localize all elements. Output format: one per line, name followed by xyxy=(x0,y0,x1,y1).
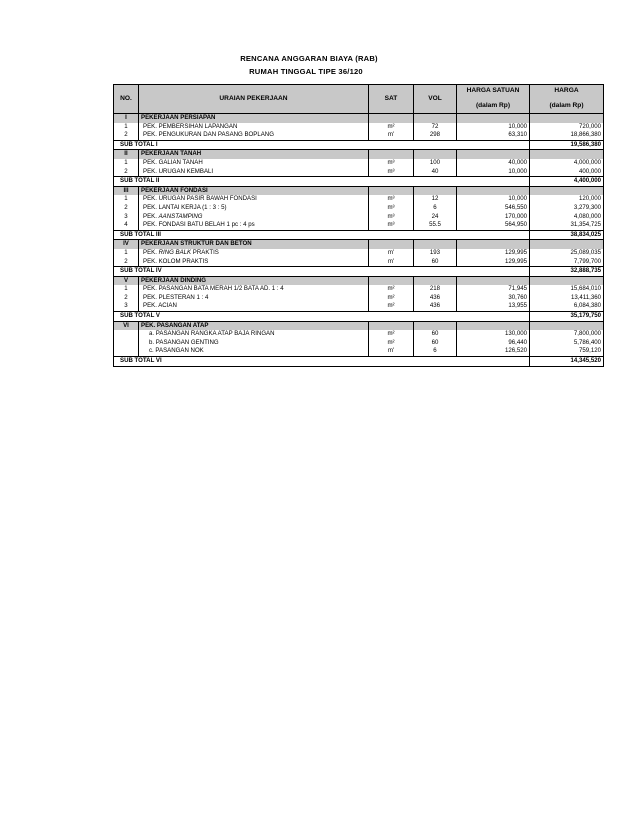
section-empty-cell xyxy=(530,114,604,123)
item-description: PEK. ACIAN xyxy=(139,302,369,311)
item-unit: m² xyxy=(369,285,414,294)
item-unit-price: 63,310 xyxy=(457,131,530,140)
table-row xyxy=(114,168,604,177)
item-price: 13,411,360 xyxy=(530,294,604,303)
item-price: 4,080,000 xyxy=(530,213,604,222)
table-row xyxy=(114,339,604,348)
item-volume: 298 xyxy=(414,131,457,140)
section-empty-cell xyxy=(530,276,604,285)
item-volume: 6 xyxy=(414,347,457,356)
header-harga-satuan-unit: (dalam Rp) xyxy=(475,102,511,109)
item-volume: 60 xyxy=(414,258,457,267)
table-row xyxy=(114,159,604,168)
item-price: 31,354,725 xyxy=(530,221,604,230)
item-unit: m² xyxy=(369,339,414,348)
item-unit: m³ xyxy=(369,159,414,168)
item-volume: 6 xyxy=(414,204,457,213)
item-price: 4,000,000 xyxy=(530,159,604,168)
subtotal-row xyxy=(114,177,604,187)
item-description: PEK. GALIAN TANAH xyxy=(139,159,369,168)
subtotal-value: 38,834,025 xyxy=(530,230,604,240)
item-description xyxy=(139,249,369,258)
table-row xyxy=(114,213,604,222)
subtotal-value: 4,400,000 xyxy=(530,177,604,187)
subtotal-label: SUB TOTAL I xyxy=(114,140,530,150)
section-name: PEKERJAAN DINDING xyxy=(139,276,369,285)
section-row xyxy=(114,276,604,285)
item-description: PEK. PLESTERAN 1 : 4 xyxy=(139,294,369,303)
item-description: PEK. PEMBERSIHAN LAPANGAN xyxy=(139,123,369,132)
subtotal-value: 14,345,520 xyxy=(530,357,604,367)
item-volume: 218 xyxy=(414,285,457,294)
item-description: PEK. URUGAN KEMBALI xyxy=(139,168,369,177)
item-volume: 55.5 xyxy=(414,221,457,230)
item-number: 1 xyxy=(114,159,139,168)
section-empty-cell xyxy=(414,321,457,330)
item-description-italic: AANSTAMPING xyxy=(158,212,203,220)
section-empty-cell xyxy=(369,114,414,123)
item-description: PEK. PENGUKURAN DAN PASANG BOPLANG xyxy=(139,131,369,140)
item-unit-price: 96,440 xyxy=(457,339,530,348)
item-number: 1 xyxy=(114,195,139,204)
section-number: I xyxy=(114,114,139,123)
item-price: 18,866,380 xyxy=(530,131,604,140)
item-unit-price: 10,000 xyxy=(457,195,530,204)
item-unit: m² xyxy=(369,330,414,339)
section-empty-cell xyxy=(457,276,530,285)
item-price: 7,800,000 xyxy=(530,330,604,339)
section-name: PEKERJAAN PERSIAPAN xyxy=(139,114,369,123)
item-volume: 100 xyxy=(414,159,457,168)
item-description-post: PRAKTIS xyxy=(191,248,219,256)
section-row xyxy=(114,186,604,195)
item-price: 759,120 xyxy=(530,347,604,356)
item-volume: 436 xyxy=(414,302,457,311)
section-empty-cell xyxy=(414,150,457,159)
item-number: 2 xyxy=(114,131,139,140)
item-number: 1 xyxy=(114,285,139,294)
table-row xyxy=(114,195,604,204)
table-row xyxy=(114,285,604,294)
item-number: 3 xyxy=(114,213,139,222)
item-number: 2 xyxy=(114,168,139,177)
header-harga-label: HARGA xyxy=(554,87,579,95)
item-unit-price: 40,000 xyxy=(457,159,530,168)
item-unit: m' xyxy=(369,131,414,140)
item-unit: m² xyxy=(369,294,414,303)
section-empty-cell xyxy=(414,240,457,249)
section-number: II xyxy=(114,150,139,159)
table-row xyxy=(114,347,604,356)
item-description: PEK. URUGAN PASIR BAWAH FONDASI xyxy=(139,195,369,204)
section-number: VI xyxy=(114,321,139,330)
item-volume: 60 xyxy=(414,330,457,339)
header-harga-satuan-label: HARGA SATUAN xyxy=(466,87,520,95)
item-description: a. PASANGAN RANGKA ATAP BAJA RINGAN xyxy=(139,330,369,339)
item-description-pre: PEK. xyxy=(143,248,159,256)
section-name: PEKERJAAN TANAH xyxy=(139,150,369,159)
item-unit-price: 129,995 xyxy=(457,258,530,267)
section-row xyxy=(114,240,604,249)
item-unit-price: 129,995 xyxy=(457,249,530,258)
table-row xyxy=(114,131,604,140)
section-empty-cell xyxy=(369,150,414,159)
section-row xyxy=(114,150,604,159)
item-price: 6,084,380 xyxy=(530,302,604,311)
item-number: 2 xyxy=(114,204,139,213)
item-unit: m' xyxy=(369,258,414,267)
item-price: 120,000 xyxy=(530,195,604,204)
item-unit: m³ xyxy=(369,221,414,230)
table-header xyxy=(114,85,604,114)
item-price: 3,279,300 xyxy=(530,204,604,213)
section-empty-cell xyxy=(414,276,457,285)
section-number: III xyxy=(114,186,139,195)
document-subtitle: RUMAH TINGGAL TIPE 36/120 xyxy=(249,67,363,76)
item-description xyxy=(139,213,369,222)
subtotal-row xyxy=(114,267,604,277)
section-row xyxy=(114,114,604,123)
section-empty-cell xyxy=(369,321,414,330)
item-price: 15,684,010 xyxy=(530,285,604,294)
header-harga-satuan xyxy=(457,85,530,114)
document-title: RENCANA ANGGARAN BIAYA (RAB) xyxy=(240,54,378,63)
subtotal-label: SUB TOTAL V xyxy=(114,312,530,322)
item-number: 4 xyxy=(114,221,139,230)
item-unit: m³ xyxy=(369,195,414,204)
section-empty-cell xyxy=(530,240,604,249)
subtotal-row xyxy=(114,230,604,240)
section-row xyxy=(114,321,604,330)
subtotal-value: 32,888,735 xyxy=(530,267,604,277)
section-empty-cell xyxy=(457,321,530,330)
item-volume: 12 xyxy=(414,195,457,204)
item-unit-price: 130,000 xyxy=(457,330,530,339)
section-empty-cell xyxy=(369,240,414,249)
item-unit: m³ xyxy=(369,168,414,177)
header-harga xyxy=(530,85,604,114)
header-no: NO. xyxy=(114,85,139,114)
section-empty-cell xyxy=(457,150,530,159)
item-number: 2 xyxy=(114,258,139,267)
item-description: c. PASANGAN NOK xyxy=(139,347,369,356)
item-number: 1 xyxy=(114,249,139,258)
item-description-italic: RING BALK xyxy=(158,248,192,256)
item-description: PEK. LANTAI KERJA (1 : 3 : 5) xyxy=(139,204,369,213)
section-name: PEKERJAAN FONDASI xyxy=(139,186,369,195)
section-number: V xyxy=(114,276,139,285)
subtotal-row xyxy=(114,312,604,322)
subtotal-label: SUB TOTAL IV xyxy=(114,267,530,277)
item-unit-price: 564,950 xyxy=(457,221,530,230)
item-number: 2 xyxy=(114,294,139,303)
item-volume: 193 xyxy=(414,249,457,258)
item-volume: 40 xyxy=(414,168,457,177)
table-row xyxy=(114,123,604,132)
item-description-pre: PEK. xyxy=(143,212,159,220)
item-price: 720,000 xyxy=(530,123,604,132)
subtotal-row xyxy=(114,140,604,150)
section-empty-cell xyxy=(457,240,530,249)
item-volume: 436 xyxy=(414,294,457,303)
item-number: 1 xyxy=(114,123,139,132)
subtotal-label: SUB TOTAL II xyxy=(114,177,530,187)
item-unit: m' xyxy=(369,249,414,258)
item-unit-price: 126,520 xyxy=(457,347,530,356)
table-row xyxy=(114,221,604,230)
item-unit: m³ xyxy=(369,204,414,213)
item-price: 7,799,700 xyxy=(530,258,604,267)
item-unit-price: 13,955 xyxy=(457,302,530,311)
section-empty-cell xyxy=(457,186,530,195)
item-unit: m² xyxy=(369,302,414,311)
section-name: PEK. PASANGAN ATAP xyxy=(139,321,369,330)
table-row xyxy=(114,294,604,303)
table-row xyxy=(114,330,604,339)
subtotal-row xyxy=(114,357,604,367)
item-unit: m³ xyxy=(369,213,414,222)
item-price: 400,000 xyxy=(530,168,604,177)
item-volume: 60 xyxy=(414,339,457,348)
section-empty-cell xyxy=(369,276,414,285)
subtotal-value: 35,179,750 xyxy=(530,312,604,322)
item-unit-price: 10,000 xyxy=(457,123,530,132)
table-row xyxy=(114,249,604,258)
item-unit-price: 546,550 xyxy=(457,204,530,213)
section-empty-cell xyxy=(457,114,530,123)
table-row xyxy=(114,204,604,213)
item-number xyxy=(114,330,139,339)
table-body xyxy=(114,114,604,367)
section-name: PEKERJAAN STRUKTUR DAN BETON xyxy=(139,240,369,249)
item-unit-price: 10,000 xyxy=(457,168,530,177)
table-row xyxy=(114,302,604,311)
table-row xyxy=(114,258,604,267)
item-description: PEK. FONDASI BATU BELAH 1 pc : 4 ps xyxy=(139,221,369,230)
item-unit: m' xyxy=(369,347,414,356)
header-uraian: URAIAN PEKERJAAN xyxy=(139,85,369,114)
section-empty-cell xyxy=(414,186,457,195)
item-number: 3 xyxy=(114,302,139,311)
item-unit-price: 30,760 xyxy=(457,294,530,303)
item-description: PEK. KOLOM PRAKTIS xyxy=(139,258,369,267)
header-sat: SAT xyxy=(369,85,414,114)
item-number xyxy=(114,339,139,348)
item-unit-price: 170,000 xyxy=(457,213,530,222)
header-harga-unit: (dalam Rp) xyxy=(549,102,584,109)
section-empty-cell xyxy=(369,186,414,195)
header-vol: VOL xyxy=(414,85,457,114)
item-price: 25,089,035 xyxy=(530,249,604,258)
rab-table xyxy=(113,84,604,367)
item-unit-price: 71,945 xyxy=(457,285,530,294)
section-number: IV xyxy=(114,240,139,249)
item-volume: 24 xyxy=(414,213,457,222)
item-volume: 72 xyxy=(414,123,457,132)
subtotal-value: 19,586,380 xyxy=(530,140,604,150)
item-description: PEK. PASANGAN BATA MERAH 1/2 BATA AD. 1 : 4 xyxy=(139,285,369,294)
item-unit: m² xyxy=(369,123,414,132)
subtotal-label: SUB TOTAL III xyxy=(114,230,530,240)
section-empty-cell xyxy=(530,321,604,330)
section-empty-cell xyxy=(530,150,604,159)
section-empty-cell xyxy=(530,186,604,195)
subtotal-label: SUB TOTAL VI xyxy=(114,357,530,367)
item-description: b. PASANGAN GENTING xyxy=(139,339,369,348)
item-number xyxy=(114,347,139,356)
item-price: 5,786,400 xyxy=(530,339,604,348)
section-empty-cell xyxy=(414,114,457,123)
